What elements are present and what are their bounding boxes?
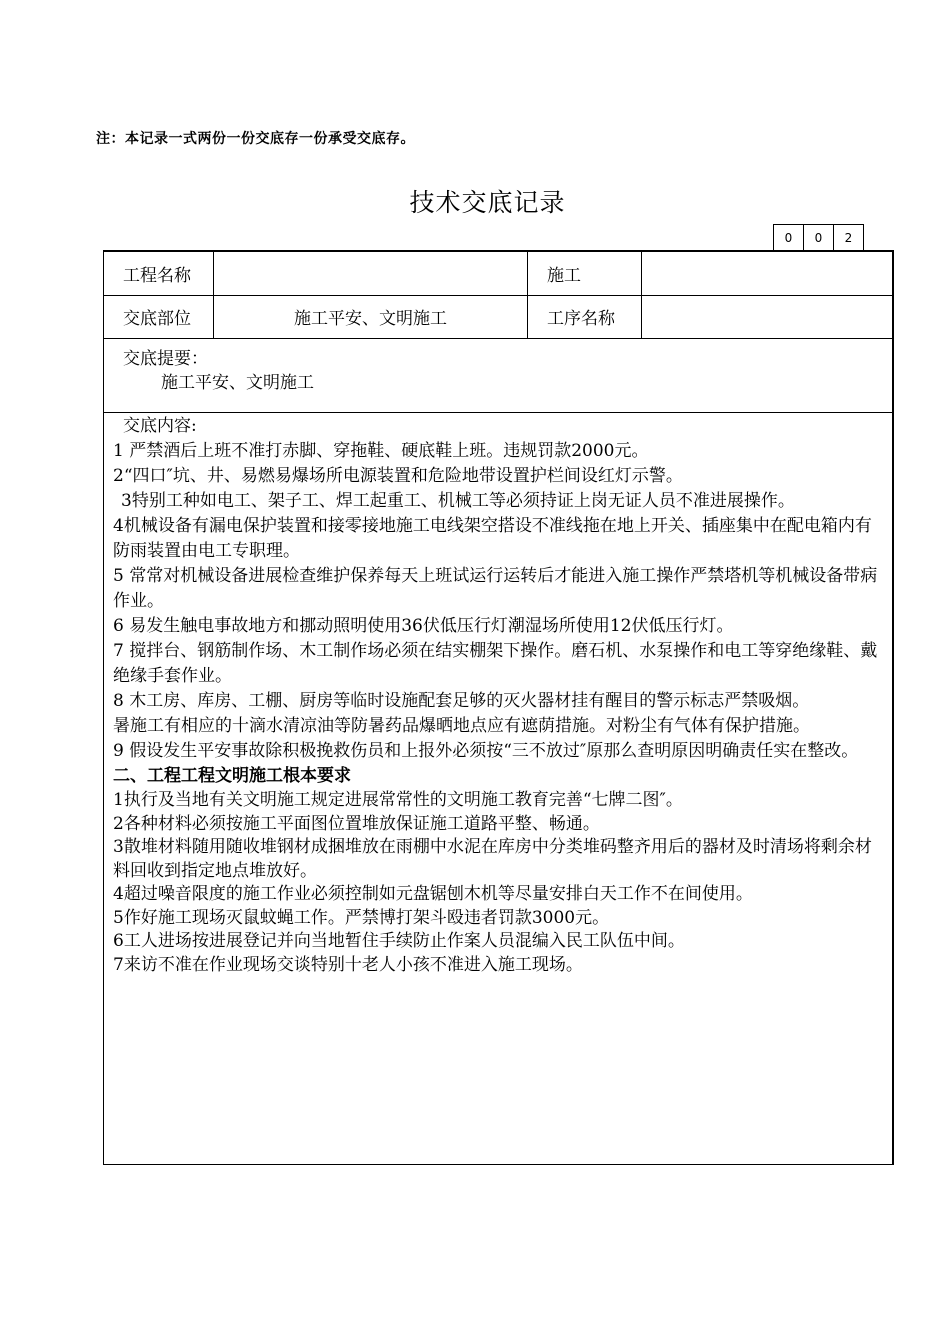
project-name-value <box>214 252 528 295</box>
content-label: 交底内容: <box>123 416 197 436</box>
record-note: 注：本记录一式两份一份交底存一份承受交底存。 <box>96 131 415 147</box>
requirement-item: 7来访不准在作业现场交谈特别十老人小孩不准进入施工现场。 <box>113 954 583 975</box>
document-number <box>773 224 864 251</box>
page-title: 技术交底记录 <box>409 188 566 217</box>
content-item: 2“四口″坑、井、易燃易爆场所电源装置和危险地带设置护栏间设红灯示警。 <box>113 466 683 486</box>
content-item: 1 严禁酒后上班不准打赤脚、穿拖鞋、硬底鞋上班。违规罚款2000元。 <box>113 441 649 461</box>
record-table <box>103 250 894 1165</box>
requirement-item: 4超过噪音限度的施工作业必须控制如元盘锯刨木机等尽量安排白天工作不在间使用。 <box>113 884 753 904</box>
construction-value <box>642 252 892 295</box>
header-row-part <box>104 295 892 339</box>
part-value: 施工平安、文明施工 <box>214 295 528 338</box>
section-heading: 二、工程工程文明施工根本要求 <box>113 766 351 786</box>
project-name-label: 工程名称 <box>104 252 214 295</box>
requirement-item: 5作好施工现场灭鼠蚊蝇工作。严禁博打架斗殴违者罚款3000元。 <box>113 907 610 928</box>
content-item: 5 常常对机械设备进展检查维护保养每天上班试运行运转后才能进入施工操作严禁塔机等机械设备带病作业。 <box>113 566 878 611</box>
requirement-item: 3散堆材料随用随收堆钢材成捆堆放在雨棚中水泥在库房中分类堆码整齐用后的器材及时清场将剩余材料回收到指定地点堆放好。 <box>113 837 872 881</box>
document-number-digit: 0 <box>804 225 834 251</box>
part-label: 交底部位 <box>104 295 214 338</box>
summary-label: 交底提要： <box>123 349 208 369</box>
content-item: 4机械设备有漏电保护装置和接零接地施工电线架空搭设不准线拖在地上开关、插座集中在配电箱内有防雨装置由电工专职理。 <box>113 516 872 561</box>
header-row-project <box>104 252 892 296</box>
process-value <box>642 295 892 338</box>
requirement-item: 1执行及当地有关文明施工规定进展常常性的文明施工教育完善“七牌二图″。 <box>113 790 683 810</box>
content-item: 7 搅拌台、钢筋制作场、木工制作场必须在结实棚架下操作。磨石机、水泵操作和电工等穿绝缘鞋、戴绝缘手套作业。 <box>113 641 878 686</box>
content-item: 8 木工房、库房、工棚、厨房等临时设施配套足够的灭火器材挂有醒目的警示标志严禁吸烟。 <box>113 691 810 711</box>
content-item: 9 假设发生平安事故除积极挽救伤员和上报外必须按“三不放过″原那么查明原因明确责任实在整改。 <box>113 741 859 761</box>
document-number-digit: 2 <box>844 231 853 245</box>
requirement-item: 2各种材料必须按施工平面图位置堆放保证施工道路平整、畅通。 <box>113 813 600 834</box>
document-number-digit: 0 <box>774 225 804 251</box>
process-label: 工序名称 <box>528 295 642 338</box>
requirement-item: 6工人进场按进展登记并向当地暂住手续防止作案人员混编入民工队伍中间。 <box>113 931 685 951</box>
content-item: 6 易发生触电事故地方和挪动照明使用36伏低压行灯潮湿场所使用12伏低压行灯。 <box>113 616 734 636</box>
content-item: 暑施工有相应的十滴水清凉油等防暑药品爆晒地点应有遮荫措施。对粉尘有气体有保护措施。 <box>113 716 810 736</box>
content-section <box>113 412 886 977</box>
summary-text: 施工平安、文明施工 <box>161 373 314 393</box>
construction-label: 施工 <box>528 252 642 295</box>
summary-section <box>104 338 892 413</box>
content-item: 3特别工种如电工、架子工、焊工起重工、机械工等必须持证上岗无证人员不准进展操作。 <box>121 491 795 511</box>
